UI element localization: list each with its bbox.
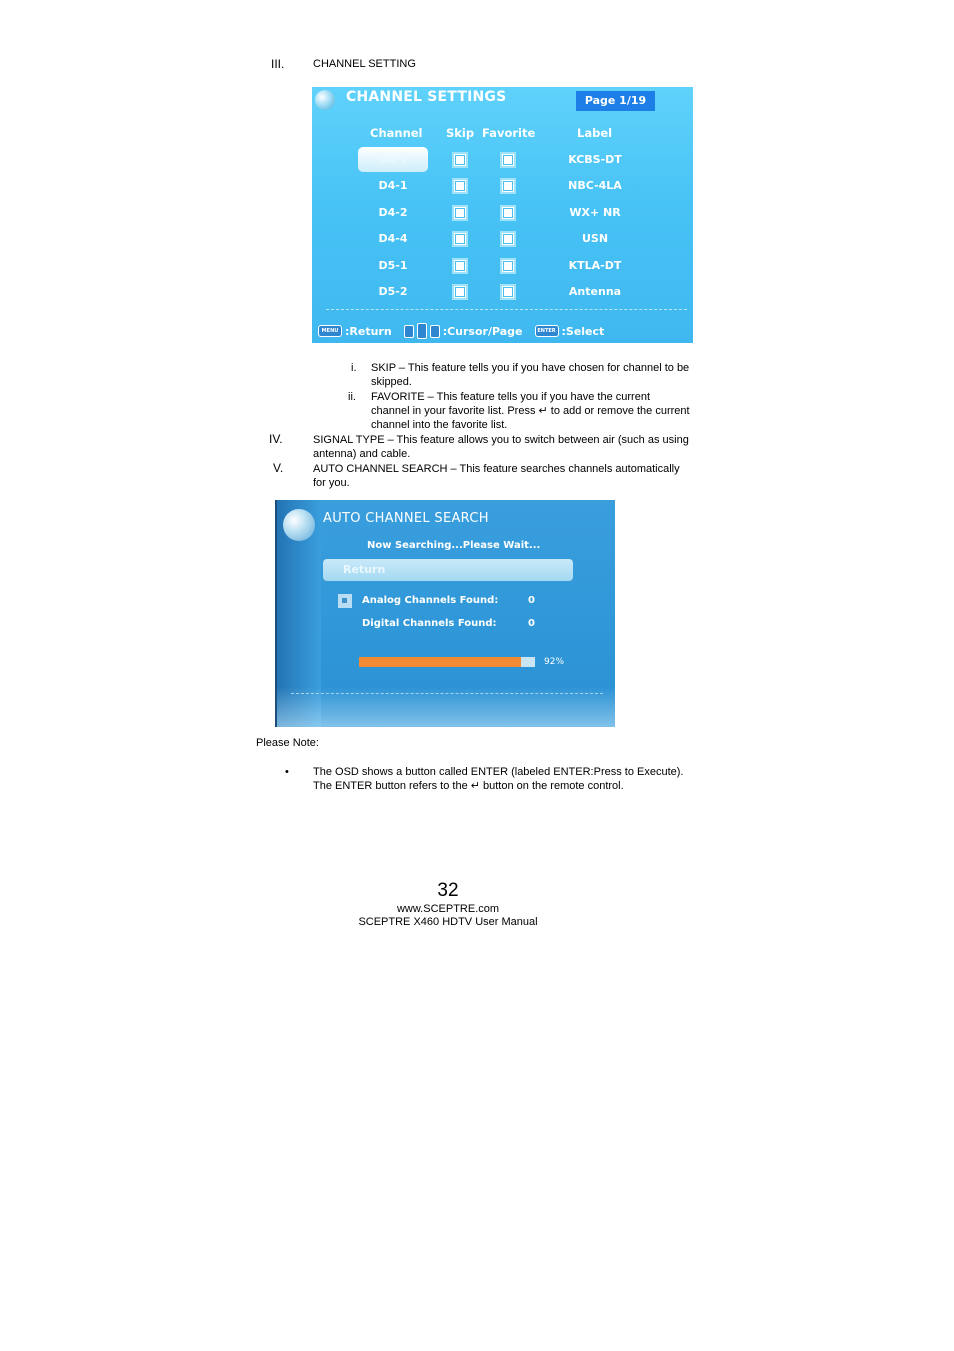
page-indicator: Page 1/19 — [576, 91, 655, 111]
favorite-checkbox[interactable] — [500, 178, 516, 194]
globe-icon — [283, 509, 315, 541]
footer-manual: SCEPTRE X460 HDTV User Manual — [358, 916, 538, 928]
channel-label: WX+ NR — [569, 206, 621, 219]
section-4-line-1: SIGNAL TYPE – This feature allows you to switch between air (such as using — [313, 434, 689, 446]
favorite-checkbox[interactable] — [500, 152, 516, 168]
right-arrow-icon — [430, 325, 440, 338]
favorite-checkbox[interactable] — [500, 258, 516, 274]
header-skip: Skip — [446, 126, 475, 140]
progress-fill — [359, 657, 521, 667]
channel-row[interactable] — [312, 147, 693, 173]
favorite-checkbox[interactable] — [500, 205, 516, 221]
skip-checkbox[interactable] — [452, 231, 468, 247]
channel-name: D4-2 — [378, 206, 408, 219]
skip-checkbox[interactable] — [452, 205, 468, 221]
skip-checkbox[interactable] — [452, 284, 468, 300]
section-4-numeral: IV. — [269, 432, 283, 446]
favorite-checkbox[interactable] — [500, 231, 516, 247]
channel-name: D5-1 — [378, 259, 408, 272]
channel-name: D4-1 — [378, 179, 408, 192]
digital-count: 0 — [528, 618, 535, 629]
bullet-icon: • — [285, 766, 289, 778]
section-5-line-2: for you. — [313, 477, 350, 489]
channel-row[interactable] — [312, 253, 693, 279]
note-line-2: The ENTER button refers to the ↵ button on the remote control. — [313, 780, 624, 792]
sub-item-2-line-2: channel in your favorite list. Press ↵ to add or remove the current — [371, 405, 690, 417]
up-down-arrow-icon — [417, 323, 427, 339]
cursor-hint: :Cursor/Page — [442, 324, 523, 338]
globe-icon — [315, 90, 335, 110]
channel-name: D5-2 — [378, 285, 408, 298]
menu-key-icon: MENU — [318, 325, 342, 337]
section-5-line-1: AUTO CHANNEL SEARCH – This feature searches channels automatically — [313, 463, 680, 475]
channel-label: KTLA-DT — [568, 259, 622, 272]
channel-label: NBC-4LA — [568, 179, 622, 192]
sub-item-1-line-1: SKIP – This feature tells you if you have chosen for channel to be — [371, 362, 690, 374]
note-heading: Please Note: — [256, 737, 319, 749]
note-line-1: The OSD shows a button called ENTER (labeled ENTER:Press to Execute). — [313, 766, 684, 778]
section-3-heading: CHANNEL SETTING — [313, 58, 416, 70]
sub-item-1-numeral: i. — [351, 362, 357, 374]
left-arrow-icon — [404, 325, 414, 338]
osd-title: CHANNEL SETTINGS — [346, 89, 507, 105]
osd-footer — [318, 323, 604, 339]
auto-channel-search-osd — [275, 500, 615, 727]
progress-bar — [359, 657, 535, 667]
channel-name: D4-1 — [358, 147, 428, 172]
channel-row[interactable] — [312, 200, 693, 226]
channel-label: USN — [581, 232, 609, 245]
sub-item-1-line-2: skipped. — [371, 376, 412, 388]
section-3-numeral: III. — [271, 57, 285, 71]
sub-item-2-line-1: FAVORITE – This feature tells you if you have the current — [371, 391, 651, 403]
divider — [326, 309, 687, 310]
skip-checkbox[interactable] — [452, 178, 468, 194]
skip-checkbox[interactable] — [452, 258, 468, 274]
analog-icon — [338, 594, 352, 608]
return-button[interactable]: Return — [323, 559, 573, 581]
channel-row[interactable] — [312, 173, 693, 199]
channel-row[interactable] — [312, 226, 693, 252]
bottom-glow — [277, 687, 615, 727]
return-hint: :Return — [345, 324, 392, 338]
channel-settings-osd — [312, 87, 693, 343]
select-hint: :Select — [561, 324, 605, 338]
skip-checkbox[interactable] — [452, 152, 468, 168]
osd-title: AUTO CHANNEL SEARCH — [323, 511, 489, 526]
header-channel: Channel — [370, 126, 423, 140]
channel-label: Antenna — [568, 285, 622, 298]
progress-percent: 92% — [544, 657, 565, 667]
favorite-checkbox[interactable] — [500, 284, 516, 300]
channel-name: D4-4 — [378, 232, 408, 245]
search-status: Now Searching...Please Wait... — [367, 540, 541, 551]
section-5-numeral: V. — [273, 461, 284, 475]
footer-website: www.SCEPTRE.com — [396, 903, 500, 915]
channel-row[interactable] — [312, 279, 693, 305]
analog-label: Analog Channels Found: — [362, 595, 499, 606]
channel-label: KCBS-DT — [568, 153, 622, 166]
header-favorite: Favorite — [482, 126, 536, 140]
page-number: 32 — [437, 880, 459, 901]
header-label: Label — [577, 126, 613, 140]
sub-item-2-line-3: channel into the favorite list. — [371, 419, 508, 431]
section-4-line-2: antenna) and cable. — [313, 448, 411, 460]
enter-key-icon: ENTER — [535, 325, 559, 337]
analog-count: 0 — [528, 595, 535, 606]
sub-item-2-numeral: ii. — [348, 391, 356, 403]
digital-label: Digital Channels Found: — [362, 618, 497, 629]
